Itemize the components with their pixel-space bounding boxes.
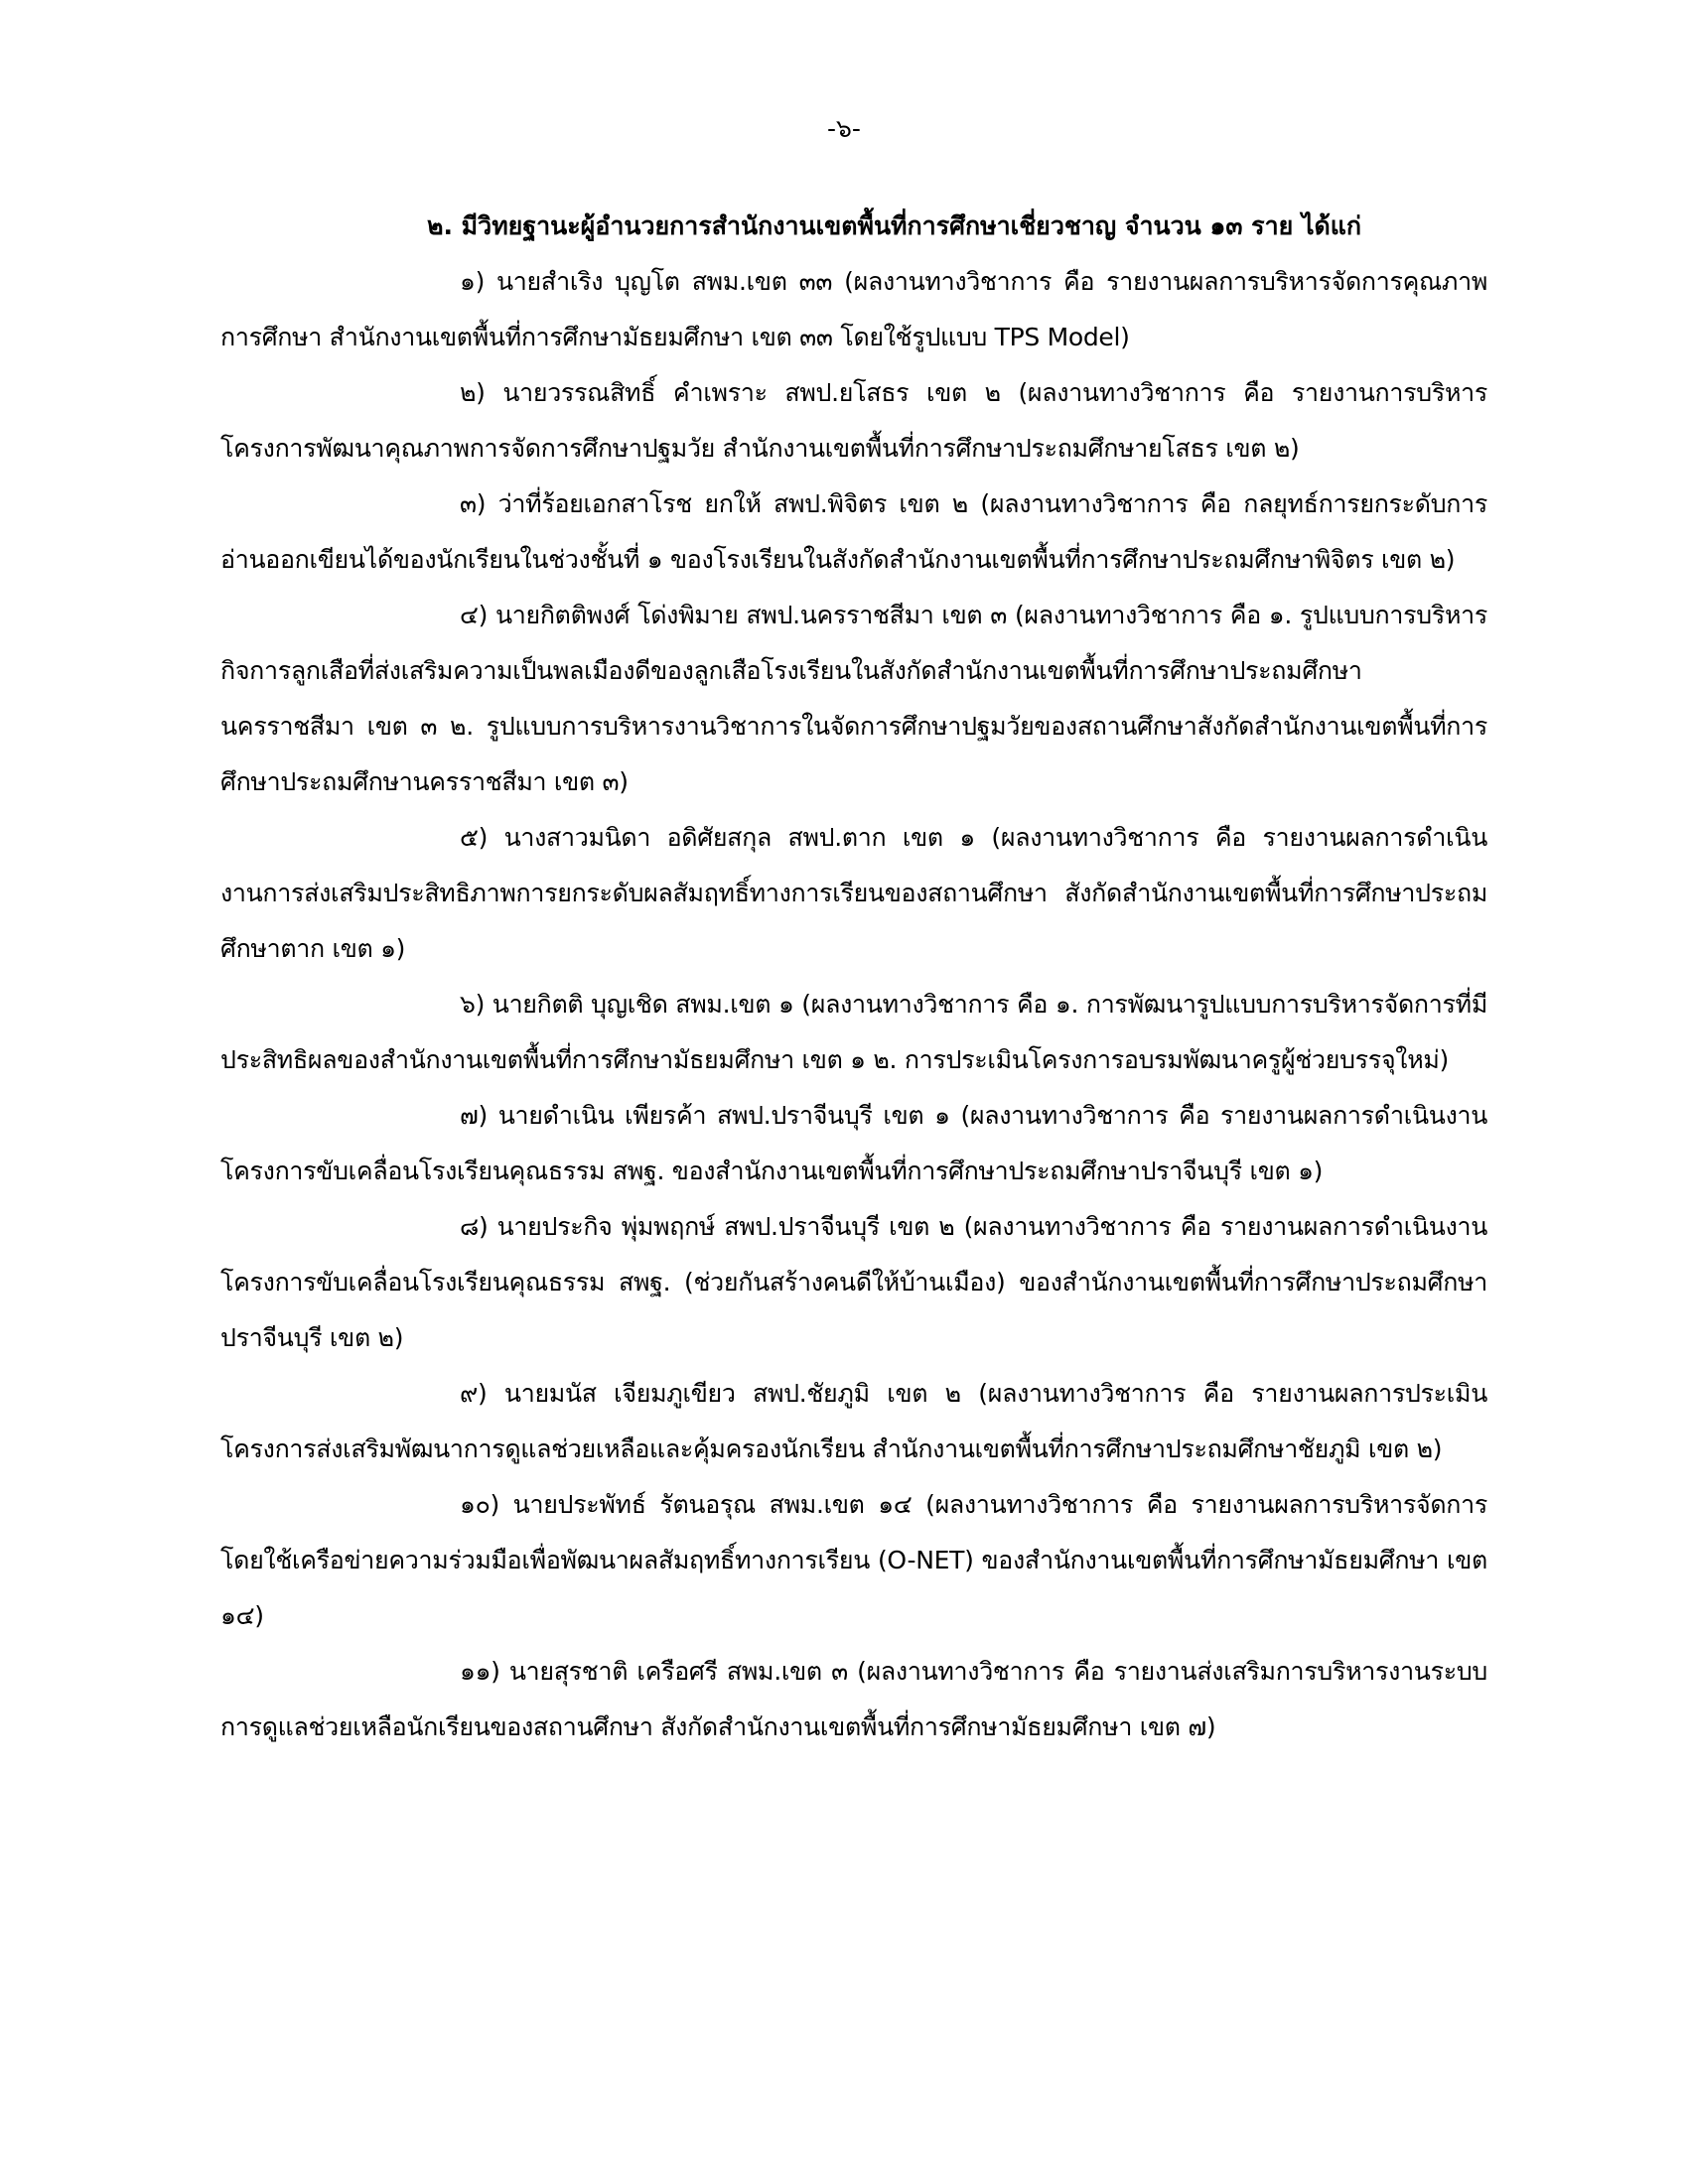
list-item: ๘) นายประกิจ พุ่มพฤกษ์ สพป.ปราจีนบุรี เขต ๒ (ผลงานทางวิชาการ คือ รายงานผลการดำเนินงานโครงการขับเคลื่อนโรงเรียนคุณธรรม สพฐ. (ช่วยกันสร้างคนดีให้บ้านเมือง) ของสำนักงานเขตพื้นที่การศึกษาประถมศึกษาปราจีนบุรี เขต ๒): [220, 1212, 1487, 1352]
list-item: ๓) ว่าที่ร้อยเอกสาโรช ยกให้ สพป.พิจิตร เขต ๒ (ผลงานทางวิชาการ คือ กลยุทธ์การยกระดับการอ่านออกเขียนได้ของนักเรียนในช่วงชั้นที่ ๑ ของโรงเรียนในสังกัดสำนักงานเขตพื้นที่การศึกษาประถมศึกษาพิจิตร เขต ๒): [220, 489, 1487, 574]
section-heading: ๒. มีวิทยฐานะผู้อำนวยการสำนักงานเขตพื้นที่การศึกษาเชี่ยวชาญ จำนวน ๑๓ ราย ได้แก่: [427, 211, 1362, 240]
document-body: [220, 199, 1487, 1755]
list-item: ๑๐) นายประพัทธ์ รัตนอรุณ สพม.เขต ๑๔ (ผลงานทางวิชาการ คือ รายงานผลการบริหารจัดการโดยใช้เครือข่ายความร่วมมือเพื่อพัฒนาผลสัมฤทธิ์ทางการเรียน (O-NET) ของสำนักงานเขตพื้นที่การศึกษามัธยมศึกษา เขต ๑๔): [220, 1490, 1487, 1630]
list-item: ๑๑) นายสุรชาติ เครือศรี สพม.เขต ๓ (ผลงานทางวิชาการ คือ รายงานส่งเสริมการบริหารงานระบบการดูแลช่วยเหลือนักเรียนของสถานศึกษา สังกัดสำนักงานเขตพื้นที่การศึกษามัธยมศึกษา เขต ๗): [220, 1657, 1487, 1741]
list-item: ๑) นายสำเริง บุญโต สพม.เขต ๓๓ (ผลงานทางวิชาการ คือ รายงานผลการบริหารจัดการคุณภาพการศึกษา สำนักงานเขตพื้นที่การศึกษามัธยมศึกษา เขต ๓๓ โดยใช้รูปแบบ TPS Model): [220, 267, 1487, 351]
list-item: ๖) นายกิตติ บุญเชิด สพม.เขต ๑ (ผลงานทางวิชาการ คือ ๑. การพัฒนารูปแบบการบริหารจัดการที่มีประสิทธิผลของสำนักงานเขตพื้นที่การศึกษามัธยมศึกษา เขต ๑ ๒. การประเมินโครงการอบรมพัฒนาครูผู้ช่วยบรรจุใหม่): [220, 990, 1487, 1074]
list-item: ๙) นายมนัส เจียมภูเขียว สพป.ชัยภูมิ เขต ๒ (ผลงานทางวิชาการ คือ รายงานผลการประเมินโครงการส่งเสริมพัฒนาการดูแลช่วยเหลือและคุ้มครองนักเรียน สำนักงานเขตพื้นที่การศึกษาประถมศึกษาชัยภูมิ เขต ๒): [220, 1379, 1487, 1463]
page-number: -๖-: [827, 114, 861, 143]
list-item: ๒) นายวรรณสิทธิ์ คำเพราะ สพป.ยโสธร เขต ๒ (ผลงานทางวิชาการ คือ รายงานการบริหารโครงการพัฒนาคุณภาพการจัดการศึกษาปฐมวัย สำนักงานเขตพื้นที่การศึกษาประถมศึกษายโสธร เขต ๒): [220, 378, 1487, 463]
list-item: ๕) นางสาวมนิดา อดิศัยสกุล สพป.ตาก เขต ๑ (ผลงานทางวิชาการ คือ รายงานผลการดำเนินงานการส่งเสริมประสิทธิภาพการยกระดับผลสัมฤทธิ์ทางการเรียนของสถานศึกษา สังกัดสำนักงานเขตพื้นที่การศึกษาประถมศึกษาตาก เขต ๑): [220, 823, 1487, 963]
list-item: ๔) นายกิตติพงศ์ โด่งพิมาย สพป.นครราชสีมา เขต ๓ (ผลงานทางวิชาการ คือ ๑. รูปแบบการบริหารกิจการลูกเสือที่ส่งเสริมความเป็นพลเมืองดีของลูกเสือโรงเรียนในสังกัดสำนักงานเขตพื้นที่การศึกษาประถมศึกษานครราชสีมา เขต ๓ ๒. รูปแบบการบริหารงานวิชาการในจัดการศึกษาปฐมวัยของสถานศึกษาสังกัดสำนักงานเขตพื้นที่การศึกษาประถมศึกษานครราชสีมา เขต ๓): [220, 601, 1487, 796]
list-item: ๗) นายดำเนิน เพียรค้า สพป.ปราจีนบุรี เขต ๑ (ผลงานทางวิชาการ คือ รายงานผลการดำเนินงานโครงการขับเคลื่อนโรงเรียนคุณธรรม สพฐ. ของสำนักงานเขตพื้นที่การศึกษาประถมศึกษาปราจีนบุรี เขต ๑): [220, 1101, 1487, 1185]
